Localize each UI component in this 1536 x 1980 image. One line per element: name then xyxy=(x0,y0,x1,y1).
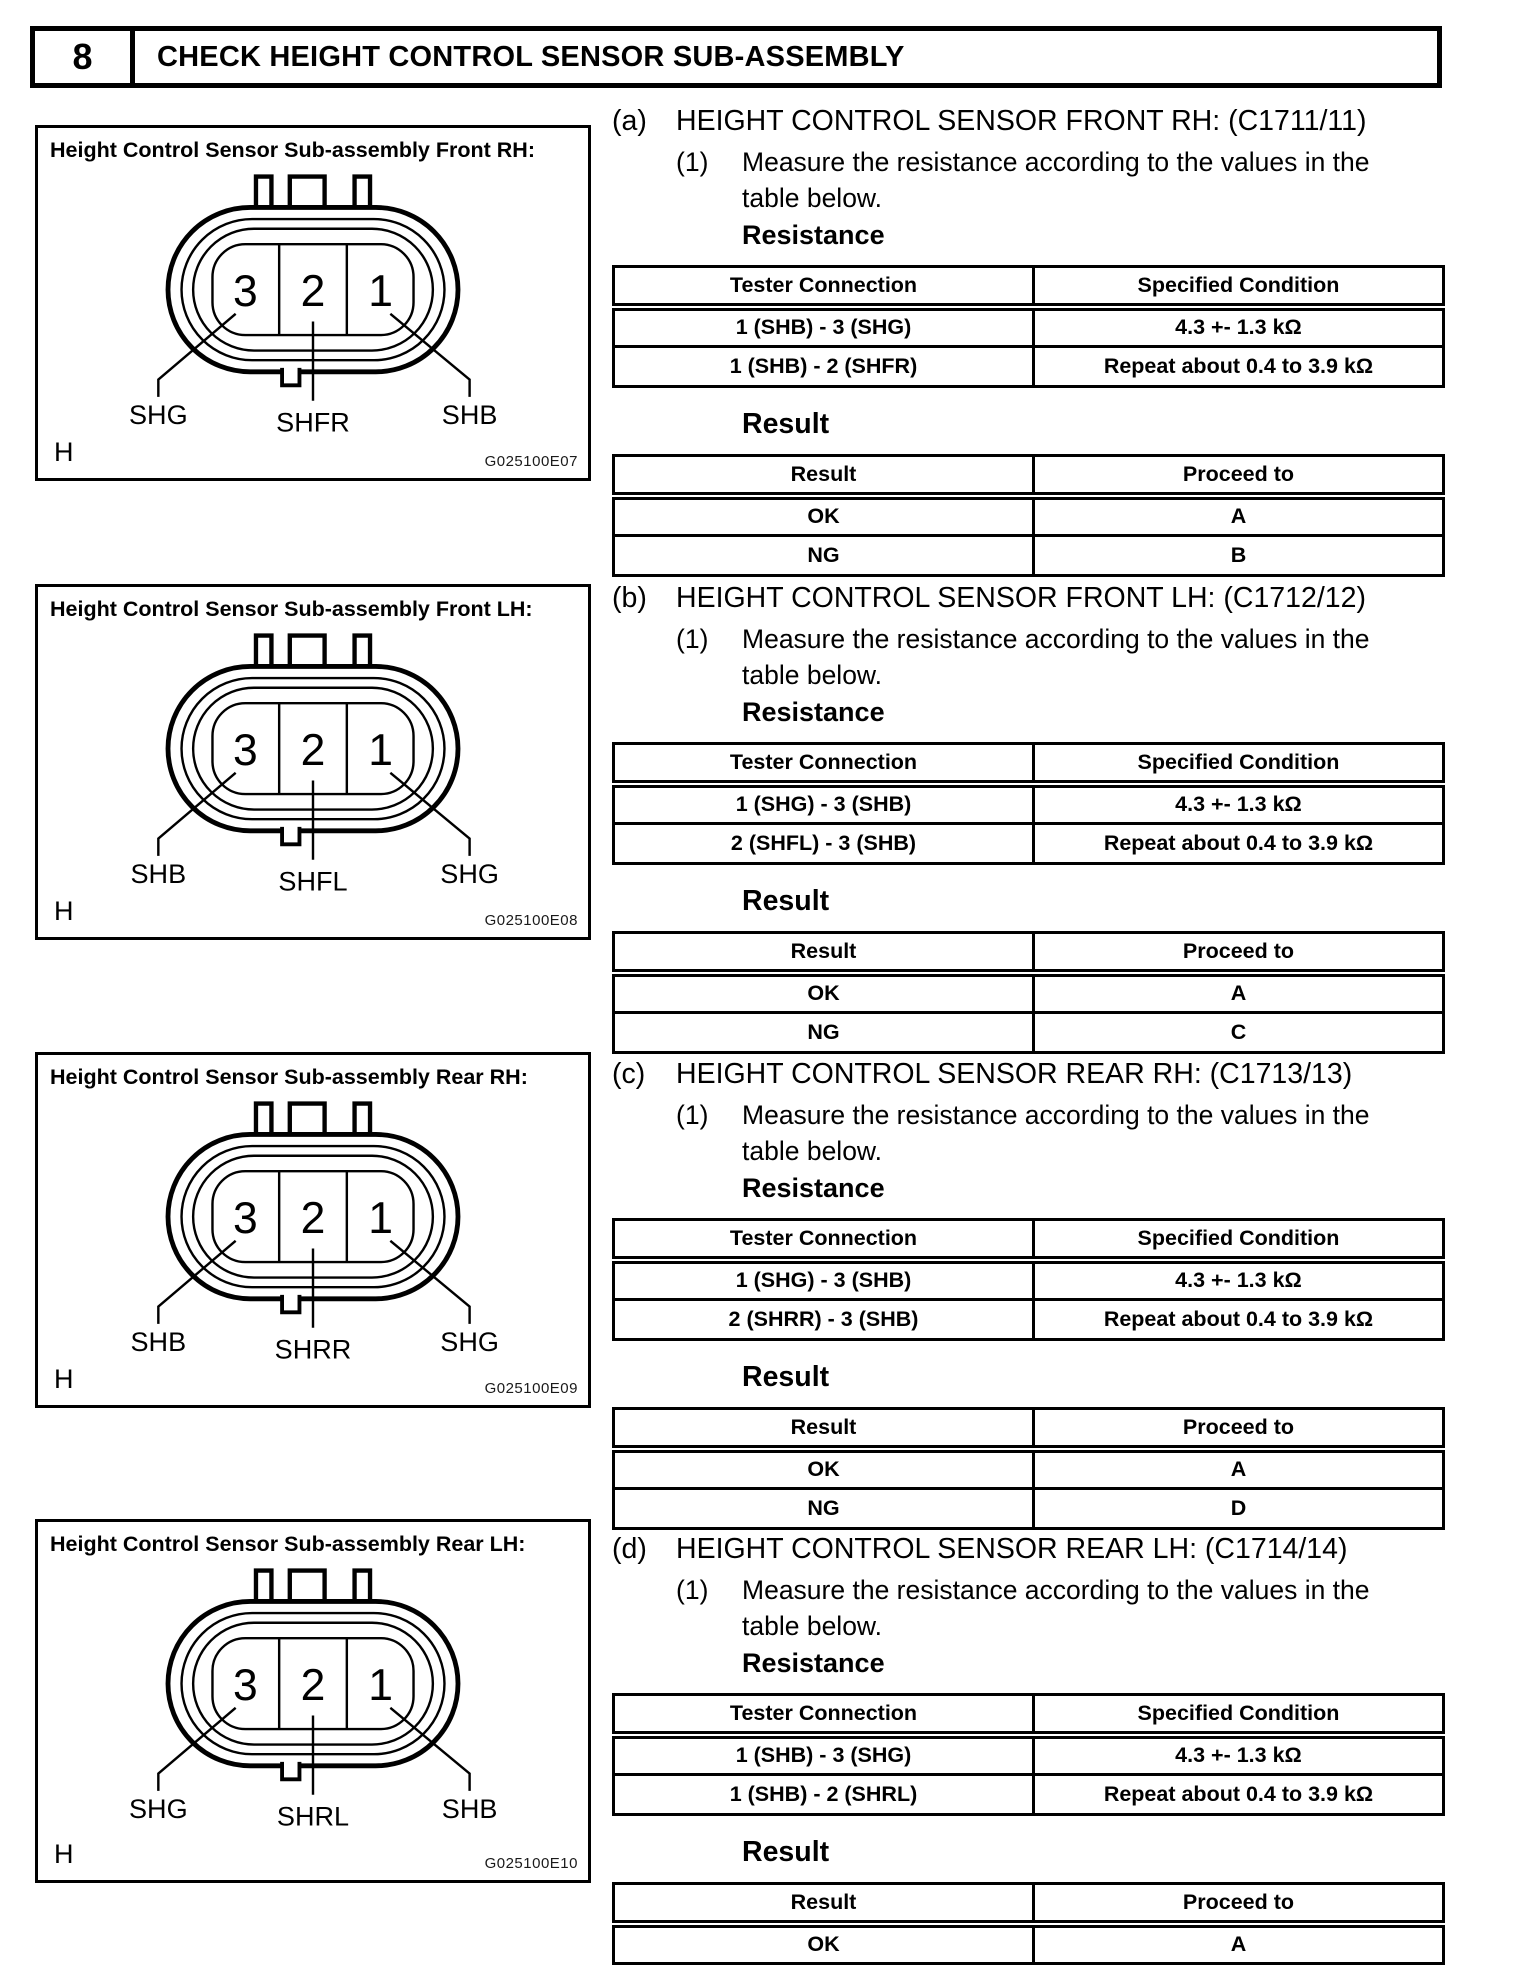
table-header-cell: Tester Connection xyxy=(614,267,1034,307)
result-table xyxy=(612,454,1445,577)
figure-title: Height Control Sensor Sub-assembly Front RH: xyxy=(50,138,535,162)
pin-number-3: 3 xyxy=(232,726,258,776)
connector-pin-label-right: SHG xyxy=(440,1327,499,1357)
connector-bottom-notch xyxy=(282,1295,299,1312)
connector-bottom-notch xyxy=(282,827,299,844)
table-header-cell: Result xyxy=(614,1409,1034,1449)
figure-code: G025100E10 xyxy=(484,1855,578,1872)
table-cell: A xyxy=(1033,1449,1443,1489)
connector-pin-label-left: SHB xyxy=(130,859,187,889)
section-letter: (c) xyxy=(612,1058,646,1090)
page-title: CHECK HEIGHT CONTROL SENSOR SUB-ASSEMBLY xyxy=(157,40,905,73)
table-header-cell: Result xyxy=(614,1884,1034,1924)
step-text: Measure the resistance according to the values in the table below. xyxy=(742,1100,1370,1166)
step-number: (1) xyxy=(676,1100,709,1130)
table-cell: Repeat about 0.4 to 3.9 kΩ xyxy=(1033,1775,1443,1815)
table-row xyxy=(614,784,1444,824)
connector-pin-label-center: SHRL xyxy=(276,1801,350,1832)
table-row xyxy=(614,496,1444,536)
result-label: Result xyxy=(742,1361,830,1393)
result-table xyxy=(612,931,1445,1054)
resistance-label: Resistance xyxy=(742,220,885,250)
table-cell: 1 (SHG) - 3 (SHB) xyxy=(614,1260,1034,1300)
figure-box-front-lh xyxy=(35,584,591,940)
table-row xyxy=(614,824,1444,864)
table-cell: NG xyxy=(614,536,1034,576)
section-title: HEIGHT CONTROL SENSOR FRONT LH: (C1712/12) xyxy=(676,582,1366,614)
figure-title: Height Control Sensor Sub-assembly Rear RH: xyxy=(50,1065,528,1089)
table-cell: Repeat about 0.4 to 3.9 kΩ xyxy=(1033,347,1443,387)
connector-pin-label-right: SHG xyxy=(440,859,499,889)
table-cell: OK xyxy=(614,1924,1034,1964)
table-cell: 2 (SHRR) - 3 (SHB) xyxy=(614,1300,1034,1340)
section-rear-lh xyxy=(612,1531,1445,1965)
figure-box-rear-lh xyxy=(35,1519,591,1883)
table-header-cell: Specified Condition xyxy=(1033,1695,1443,1735)
section-title: HEIGHT CONTROL SENSOR REAR RH: (C1713/13) xyxy=(676,1058,1353,1090)
table-header-cell: Proceed to xyxy=(1033,1409,1443,1449)
table-cell: A xyxy=(1033,1924,1443,1964)
result-label: Result xyxy=(742,1836,830,1868)
figure-box-front-rh xyxy=(35,125,591,481)
section-letter: (d) xyxy=(612,1533,647,1565)
resistance-table xyxy=(612,742,1445,865)
step-item xyxy=(676,1097,1445,1169)
pin-number-3: 3 xyxy=(232,1194,258,1244)
figure-corner-label: H xyxy=(54,896,74,926)
table-cell: OK xyxy=(614,973,1034,1013)
section-front-lh xyxy=(612,580,1445,1054)
table-cell: Repeat about 0.4 to 3.9 kΩ xyxy=(1033,1300,1443,1340)
result-label: Result xyxy=(742,408,830,440)
pin-number-1: 1 xyxy=(368,267,394,317)
table-row xyxy=(614,1260,1444,1300)
table-row xyxy=(614,536,1444,576)
connector-diagram xyxy=(83,1090,543,1380)
section-rear-rh xyxy=(612,1056,1445,1530)
table-cell: 2 (SHFL) - 3 (SHB) xyxy=(614,824,1034,864)
connector-pin-label-left: SHG xyxy=(129,400,188,430)
table-cell: 4.3 +- 1.3 kΩ xyxy=(1033,307,1443,347)
table-cell: OK xyxy=(614,1449,1034,1489)
step-item xyxy=(676,621,1445,693)
figure-box-rear-rh xyxy=(35,1052,591,1408)
connector-pin-label-left: SHB xyxy=(130,1327,187,1357)
pin-number-2: 2 xyxy=(300,1194,326,1244)
step-number: 8 xyxy=(35,31,135,83)
connector-pin-label-right: SHB xyxy=(441,1794,498,1824)
figure-corner-label: H xyxy=(54,1839,74,1869)
step-text: Measure the resistance according to the values in the table below. xyxy=(742,147,1370,213)
section-title: HEIGHT CONTROL SENSOR FRONT RH: (C1711/11) xyxy=(676,105,1367,137)
table-cell: 1 (SHB) - 3 (SHG) xyxy=(614,307,1034,347)
table-cell: 1 (SHB) - 2 (SHFR) xyxy=(614,347,1034,387)
step-number: (1) xyxy=(676,147,709,177)
table-row xyxy=(614,1735,1444,1775)
table-cell: 4.3 +- 1.3 kΩ xyxy=(1033,1260,1443,1300)
resistance-table xyxy=(612,1218,1445,1341)
pin-number-1: 1 xyxy=(368,1661,394,1711)
table-row xyxy=(614,307,1444,347)
pin-number-1: 1 xyxy=(368,1194,394,1244)
table-header-cell: Specified Condition xyxy=(1033,1220,1443,1260)
section-heading xyxy=(612,1056,1445,1092)
section-letter: (b) xyxy=(612,582,647,614)
connector-bottom-notch xyxy=(282,1762,299,1779)
table-cell: OK xyxy=(614,496,1034,536)
section-heading xyxy=(612,103,1445,139)
connector-pin-label-center: SHFR xyxy=(276,407,350,438)
table-cell: A xyxy=(1033,973,1443,1013)
pin-number-3: 3 xyxy=(232,267,258,317)
table-cell: D xyxy=(1033,1489,1443,1529)
table-header-cell: Proceed to xyxy=(1033,456,1443,496)
table-cell: 4.3 +- 1.3 kΩ xyxy=(1033,784,1443,824)
table-header-cell: Tester Connection xyxy=(614,1220,1034,1260)
resistance-label: Resistance xyxy=(742,1173,885,1203)
section-heading xyxy=(612,580,1445,616)
table-cell: C xyxy=(1033,1013,1443,1053)
figure-code: G025100E08 xyxy=(484,912,578,929)
table-header-cell: Result xyxy=(614,456,1034,496)
figure-title: Height Control Sensor Sub-assembly Rear LH: xyxy=(50,1532,526,1556)
result-table xyxy=(612,1407,1445,1530)
table-cell: NG xyxy=(614,1489,1034,1529)
table-header-cell: Proceed to xyxy=(1033,933,1443,973)
connector-pin-label-left: SHG xyxy=(129,1794,188,1824)
connector-diagram xyxy=(83,1557,543,1847)
table-header-cell: Specified Condition xyxy=(1033,744,1443,784)
resistance-table xyxy=(612,265,1445,388)
table-header-cell: Result xyxy=(614,933,1034,973)
table-cell: 1 (SHB) - 3 (SHG) xyxy=(614,1735,1034,1775)
pin-number-2: 2 xyxy=(300,1661,326,1711)
figure-code: G025100E07 xyxy=(484,453,578,470)
table-row xyxy=(614,1924,1444,1964)
table-cell: NG xyxy=(614,1013,1034,1053)
connector-bottom-notch xyxy=(282,368,299,385)
connector-pin-label-right: SHB xyxy=(441,400,498,430)
table-row xyxy=(614,973,1444,1013)
table-header-cell: Tester Connection xyxy=(614,744,1034,784)
figure-title: Height Control Sensor Sub-assembly Front LH: xyxy=(50,597,533,621)
pin-number-3: 3 xyxy=(232,1661,258,1711)
step-text: Measure the resistance according to the values in the table below. xyxy=(742,624,1370,690)
resistance-label: Resistance xyxy=(742,1648,885,1678)
resistance-table xyxy=(612,1693,1445,1816)
step-item xyxy=(676,1572,1445,1644)
table-row xyxy=(614,1775,1444,1815)
table-row xyxy=(614,347,1444,387)
section-front-rh xyxy=(612,103,1445,577)
step-number: (1) xyxy=(676,1575,709,1605)
section-title: HEIGHT CONTROL SENSOR REAR LH: (C1714/14) xyxy=(676,1533,1348,1565)
page-header xyxy=(30,26,1442,88)
table-row xyxy=(614,1013,1444,1053)
table-row xyxy=(614,1489,1444,1529)
table-cell: 1 (SHG) - 3 (SHB) xyxy=(614,784,1034,824)
step-number: (1) xyxy=(676,624,709,654)
pin-number-1: 1 xyxy=(368,726,394,776)
table-cell: B xyxy=(1033,536,1443,576)
table-cell: 4.3 +- 1.3 kΩ xyxy=(1033,1735,1443,1775)
step-item xyxy=(676,144,1445,216)
table-cell: A xyxy=(1033,496,1443,536)
pin-number-2: 2 xyxy=(300,726,326,776)
resistance-label: Resistance xyxy=(742,697,885,727)
result-table xyxy=(612,1882,1445,1965)
connector-pin-label-center: SHRR xyxy=(274,1334,352,1365)
connector-diagram xyxy=(83,622,543,912)
pin-number-2: 2 xyxy=(300,267,326,317)
section-heading xyxy=(612,1531,1445,1567)
figure-code: G025100E09 xyxy=(484,1380,578,1397)
step-text: Measure the resistance according to the values in the table below. xyxy=(742,1575,1370,1641)
figure-corner-label: H xyxy=(54,437,74,467)
connector-pin-label-center: SHFL xyxy=(278,866,348,897)
table-header-cell: Proceed to xyxy=(1033,1884,1443,1924)
table-header-cell: Tester Connection xyxy=(614,1695,1034,1735)
figure-corner-label: H xyxy=(54,1364,74,1394)
result-label: Result xyxy=(742,885,830,917)
table-cell: 1 (SHB) - 2 (SHRL) xyxy=(614,1775,1034,1815)
section-letter: (a) xyxy=(612,105,647,137)
table-cell: Repeat about 0.4 to 3.9 kΩ xyxy=(1033,824,1443,864)
table-header-cell: Specified Condition xyxy=(1033,267,1443,307)
connector-diagram xyxy=(83,163,543,453)
table-row xyxy=(614,1449,1444,1489)
table-row xyxy=(614,1300,1444,1340)
